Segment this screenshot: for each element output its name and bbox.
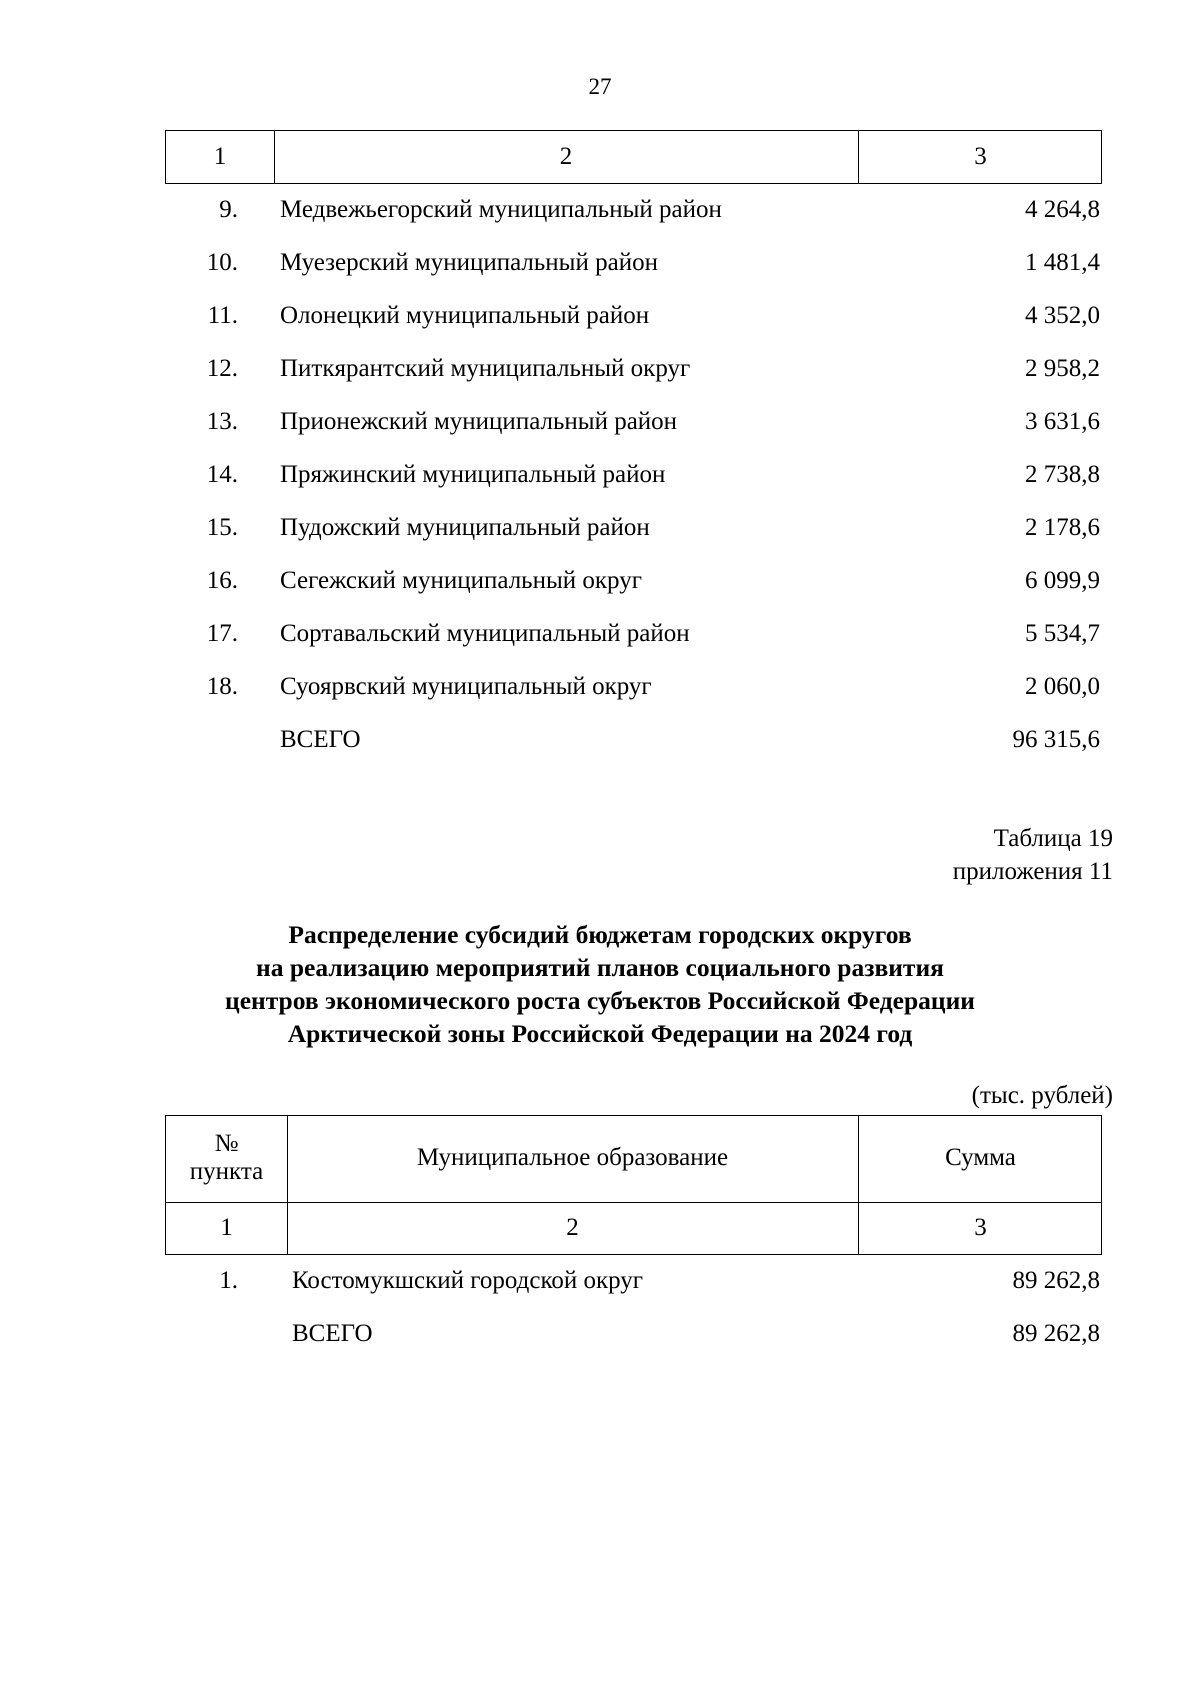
row-name: Суоярвский муниципальный округ bbox=[280, 673, 652, 700]
col-number-1: 1 bbox=[220, 1214, 233, 1241]
title-line: Арктической зоны Российской Федерации на 2024 год bbox=[287, 1019, 913, 1048]
row-value: 6 099,9 bbox=[1025, 567, 1100, 594]
total-label: ВСЕГО bbox=[292, 1320, 373, 1347]
title-line: центров экономического роста субъектов Российской Федерации bbox=[225, 986, 975, 1015]
units-label: (тыс. рублей) bbox=[971, 1082, 1113, 1109]
table19-total-row bbox=[0, 1317, 1200, 1351]
row-number: 9. bbox=[219, 196, 238, 223]
table-row bbox=[0, 193, 1200, 227]
table1-header-col1: 1 bbox=[213, 143, 227, 170]
table1-header-col3: 3 bbox=[974, 143, 987, 170]
row-value: 5 534,7 bbox=[1025, 620, 1100, 647]
row-number: 12. bbox=[206, 355, 238, 382]
total-value: 96 315,6 bbox=[1012, 726, 1100, 753]
table-row bbox=[0, 617, 1200, 651]
row-number: 15. bbox=[206, 514, 238, 541]
table-row bbox=[0, 405, 1200, 439]
table1-header-col2: 2 bbox=[559, 143, 573, 170]
row-value: 2 178,6 bbox=[1025, 514, 1100, 541]
row-number: 18. bbox=[206, 673, 238, 700]
col-header-sum: Сумма bbox=[945, 1144, 1016, 1171]
total-value: 89 262,8 bbox=[1012, 1320, 1100, 1347]
table-caption-appendix: приложения 11 bbox=[952, 858, 1113, 885]
row-value: 89 262,8 bbox=[1012, 1267, 1100, 1294]
col-header-num-line1: № bbox=[214, 1130, 239, 1157]
col-header-num-line2: пункта bbox=[189, 1158, 264, 1185]
row-number: 10. bbox=[206, 249, 238, 276]
title-line: Распределение субсидий бюджетам городских округов bbox=[288, 920, 912, 949]
row-name: Пряжинский муниципальный район bbox=[280, 461, 666, 488]
title-line: на реализацию мероприятий планов социального развития bbox=[256, 953, 944, 982]
table1-header bbox=[165, 130, 1102, 184]
row-name: Сортавальский муниципальный район bbox=[280, 620, 690, 647]
row-value: 2 060,0 bbox=[1025, 673, 1100, 700]
table-row bbox=[0, 246, 1200, 280]
table19-header bbox=[165, 1115, 1102, 1255]
col-header-num bbox=[166, 1116, 287, 1200]
table-row bbox=[0, 458, 1200, 492]
row-number: 11. bbox=[207, 302, 238, 329]
row-number: 16. bbox=[206, 567, 238, 594]
row-name: Муезерский муниципальный район bbox=[280, 249, 658, 276]
row-number: 1. bbox=[219, 1267, 238, 1294]
total-label: ВСЕГО bbox=[280, 726, 361, 753]
row-value: 4 352,0 bbox=[1025, 302, 1100, 329]
row-number: 14. bbox=[206, 461, 238, 488]
row-value: 2 738,8 bbox=[1025, 461, 1100, 488]
table-row bbox=[0, 564, 1200, 598]
row-value: 1 481,4 bbox=[1025, 249, 1100, 276]
col-number-2: 2 bbox=[566, 1214, 579, 1241]
row-name: Питкярантский муниципальный округ bbox=[280, 355, 691, 382]
row-name: Прионежский муниципальный район bbox=[280, 408, 678, 435]
col-number-3: 3 bbox=[974, 1214, 987, 1241]
row-name: Медвежьегорский муниципальный район bbox=[280, 196, 722, 223]
table-row bbox=[0, 352, 1200, 386]
table19-title bbox=[0, 918, 1200, 1050]
table-row bbox=[0, 670, 1200, 704]
table1-total-row bbox=[0, 723, 1200, 757]
table-row bbox=[0, 1264, 1200, 1298]
row-name: Сегежский муниципальный округ bbox=[280, 567, 642, 594]
table-row bbox=[0, 299, 1200, 333]
table-row bbox=[0, 511, 1200, 545]
row-value: 2 958,2 bbox=[1025, 355, 1100, 382]
row-name: Олонецкий муниципальный район bbox=[280, 302, 650, 329]
row-number: 13. bbox=[206, 408, 238, 435]
page-number: 27 bbox=[588, 74, 612, 99]
row-value: 4 264,8 bbox=[1025, 196, 1100, 223]
row-name: Пудожский муниципальный район bbox=[280, 514, 650, 541]
row-number: 17. bbox=[206, 620, 238, 647]
col-header-name: Муниципальное образование bbox=[416, 1144, 729, 1171]
table-caption-number: Таблица 19 bbox=[993, 825, 1113, 852]
row-name: Костомукшский городской округ bbox=[292, 1267, 644, 1294]
row-value: 3 631,6 bbox=[1025, 408, 1100, 435]
